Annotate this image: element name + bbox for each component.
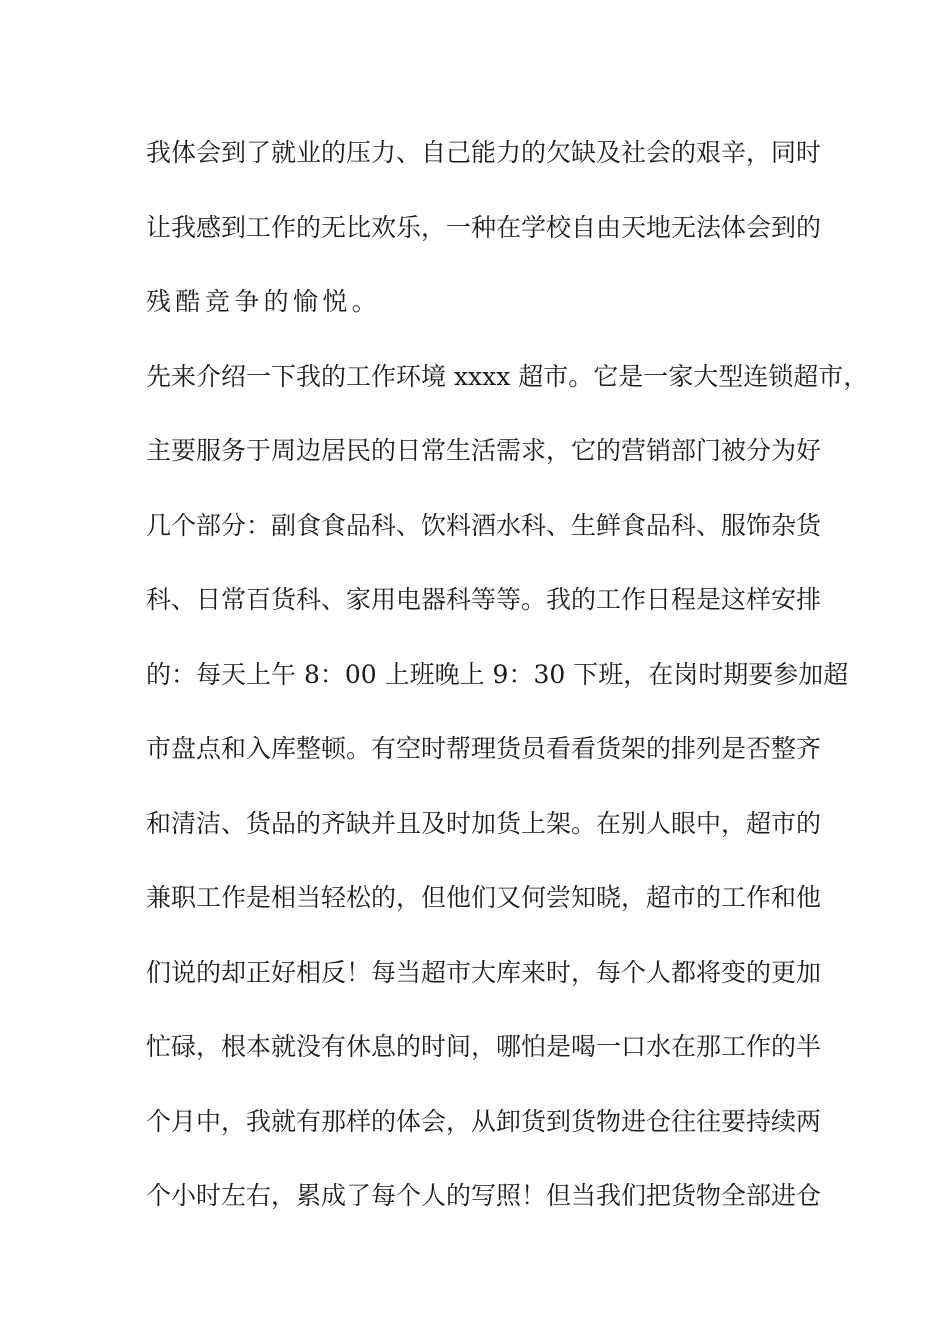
body-text xyxy=(146,128,869,1246)
text-line: 我体会到了就业的压力、自己能力的欠缺及社会的艰辛，同时 xyxy=(146,138,822,167)
text-line: 几个部分：副食食品科、饮料酒水科、生鲜食品科、服饰杂货 xyxy=(146,510,822,540)
text-line: 和清洁、货品的齐缺并且及时加货上架。在别人眼中，超市的 xyxy=(146,808,822,838)
text-line: 的：每天上午 8：00 上班晚上 9：30 下班，在岗时期要参加超 xyxy=(146,659,849,689)
text-line: 主要服务于周边居民的日常生活需求，它的营销部门被分为好 xyxy=(146,436,822,465)
text-line: 让我感到工作的无比欢乐，一种在学校自由天地无法体会到的 xyxy=(146,212,822,242)
text-line: 市盘点和入库整顿。有空时帮理货员看看货架的排列是否整齐 xyxy=(146,734,822,763)
text-line: 个月中，我就有那样的体会，从卸货到货物进仓往往要持续两 xyxy=(146,1106,822,1136)
text-line: 个小时左右，累成了每个人的写照！但当我们把货物全部进仓 xyxy=(146,1181,822,1210)
text-line: 们说的却正好相反！每当超市大库来时，每个人都将变的更加 xyxy=(146,957,822,987)
text-line: 兼职工作是相当轻松的，但他们又何尝知晓，超市的工作和他 xyxy=(146,883,822,912)
text-line: 残酷竞争的愉悦。 xyxy=(146,287,382,316)
text-line: 科、日常百货科、家用电器科等等。我的工作日程是这样安排 xyxy=(146,585,822,614)
text-line: 先来介绍一下我的工作环境 xxxx 超市。它是一家大型连锁超市， xyxy=(146,361,869,391)
text-line: 忙碌，根本就没有休息的时间，哪怕是喝一口水在那工作的半 xyxy=(146,1032,822,1061)
